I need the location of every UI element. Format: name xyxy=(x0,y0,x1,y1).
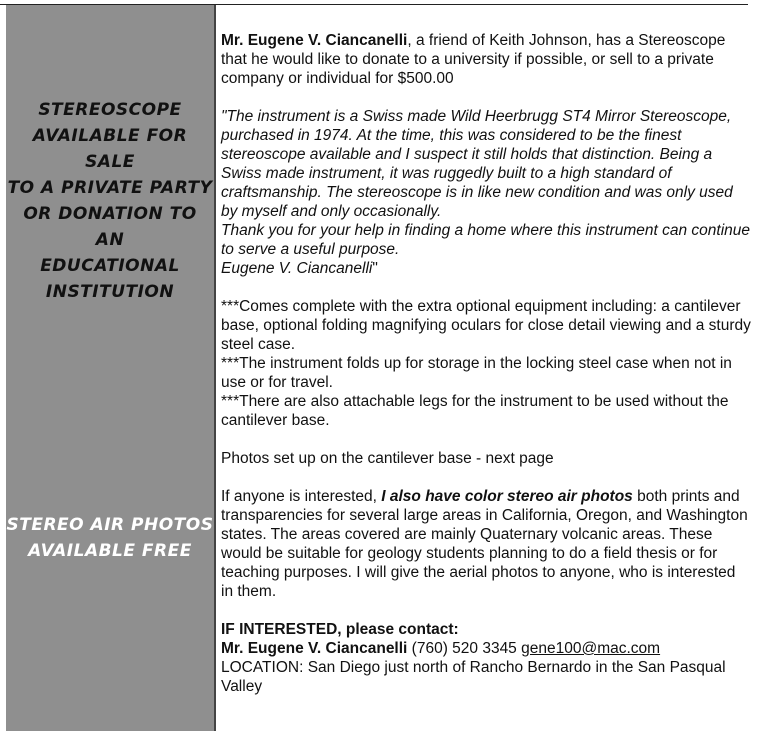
contact-email-link[interactable]: gene100@mac.com xyxy=(521,640,661,657)
feature-item: ***The instrument folds up for storage in the locking steel case when not in use or for travel. xyxy=(221,355,732,391)
air-photos-heading xyxy=(6,512,214,564)
heading-line: STEREO AIR PHOTOS xyxy=(6,515,214,535)
quote-paragraph xyxy=(221,107,751,278)
contact-name: Mr. Eugene V. Ciancanelli xyxy=(221,640,408,657)
quote-thanks: Thank you for your help in finding a home where this instrument can continue to serve a useful purpose. xyxy=(221,222,751,258)
stereoscope-heading xyxy=(6,97,214,305)
contact-heading: IF INTERESTED, please contact: xyxy=(221,621,459,638)
heading-line: AVAILABLE FREE xyxy=(28,541,192,561)
feature-item: ***Comes complete with the extra optional equipment including: a cantilever base, optional folding magnifying oculars for close detail viewing and a sturdy steel case. xyxy=(221,298,751,353)
heading-line: STEREOSCOPE xyxy=(38,100,182,120)
air-photos-emphasis: I also have color stereo air photos xyxy=(381,488,633,505)
feature-item: ***There are also attachable legs for the instrument to be used without the cantilever base. xyxy=(221,393,729,429)
features-paragraph xyxy=(221,297,751,430)
photos-note: Photos set up on the cantilever base - next page xyxy=(221,450,554,467)
intro-name: Mr. Eugene V. Ciancanelli xyxy=(221,32,408,49)
heading-line: OR DONATION TO AN xyxy=(23,204,197,250)
heading-line: INSTITUTION xyxy=(45,282,175,302)
air-photos-rest: both prints and transparencies for several large areas in California, Oregon, and Washington states. The areas covered are mainly Quaternary volcanic areas. These would be suitable for geology students planning to do a field thesis or for teaching purposes. I will give the aerial photos to anyone, who is interested in them. xyxy=(221,488,748,600)
heading-line: EDUCATIONAL xyxy=(40,256,180,276)
quote-signature: Eugene V. Ciancanelli xyxy=(221,260,373,277)
quote-close: " xyxy=(372,260,378,277)
contact-phone: (760) 520 3345 xyxy=(407,640,522,657)
heading-line: AVAILABLE FOR SALE xyxy=(32,126,188,172)
air-photos-lead: If anyone is interested, xyxy=(221,488,382,505)
main-content xyxy=(221,31,751,696)
quote-text: "The instrument is a Swiss made Wild Heerbrugg ST4 Mirror Stereoscope, purchased in 1974. At the time, this was considered to be the finest stereoscope available and I suspect it still holds that distinction. Being a Swiss made instrument, it was ruggedly built to a high standard of craftsmanship. The stereoscope is in like new condition and was only used by myself and only occasionally. xyxy=(221,108,733,220)
sidebar xyxy=(6,5,216,731)
contact-block xyxy=(221,620,751,696)
heading-line: TO A PRIVATE PARTY xyxy=(7,178,213,198)
intro-paragraph xyxy=(221,31,751,88)
intro-text: , a friend of Keith Johnson, has a Stereoscope that he would like to donate to a university if possible, or sell to a private company or individual for $500.00 xyxy=(221,32,726,87)
contact-location: LOCATION: San Diego just north of Rancho Bernardo in the San Pasqual Valley xyxy=(221,659,726,695)
air-photos-paragraph xyxy=(221,487,751,601)
